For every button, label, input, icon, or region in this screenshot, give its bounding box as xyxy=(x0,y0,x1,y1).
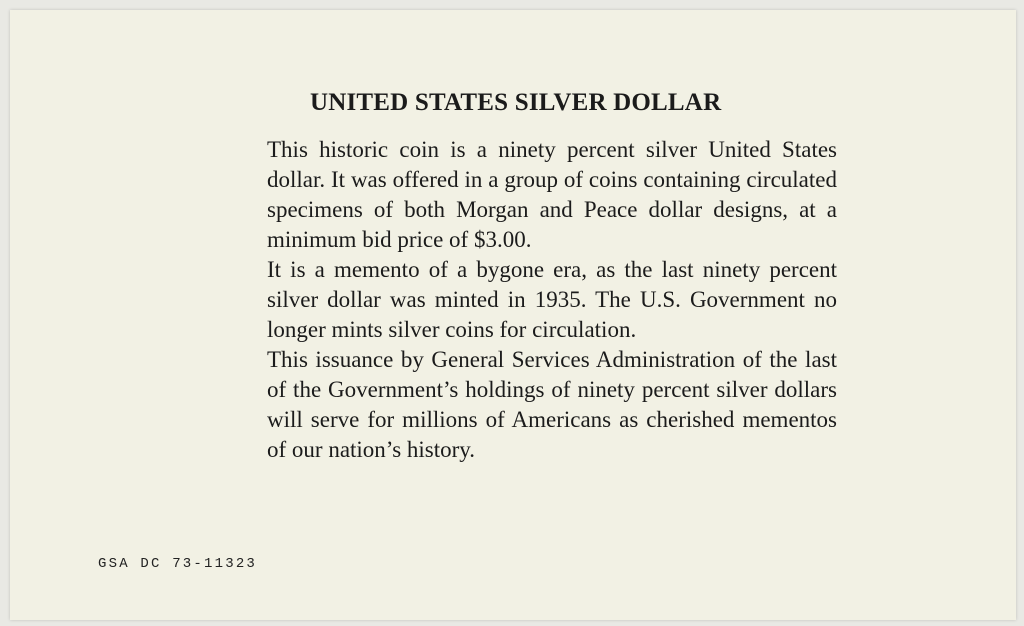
card-body xyxy=(267,135,837,465)
document-code: GSA DC 73-11323 xyxy=(98,556,258,572)
card-title: UNITED STATES SILVER DOLLAR xyxy=(310,89,722,116)
paragraph-2: It is a memento of a bygone era, as the last ninety percent silver dollar was minted in 1935. The U.S. Government no longer mints silver coins for circulation. xyxy=(267,257,837,342)
paragraph-1: This historic coin is a ninety percent silver United States dollar. It was offered in a group of coins containing circulated specimens of both Morgan and Peace dollar designs, at a minimum bid price of $3.00. xyxy=(267,137,837,252)
paragraph-3: This issuance by General Services Administration of the last of the Government’s holdings of ninety percent silver dollars will serve for millions of Americans as cherished mementos of our nation’s history. xyxy=(267,347,837,462)
info-card xyxy=(10,10,1016,620)
